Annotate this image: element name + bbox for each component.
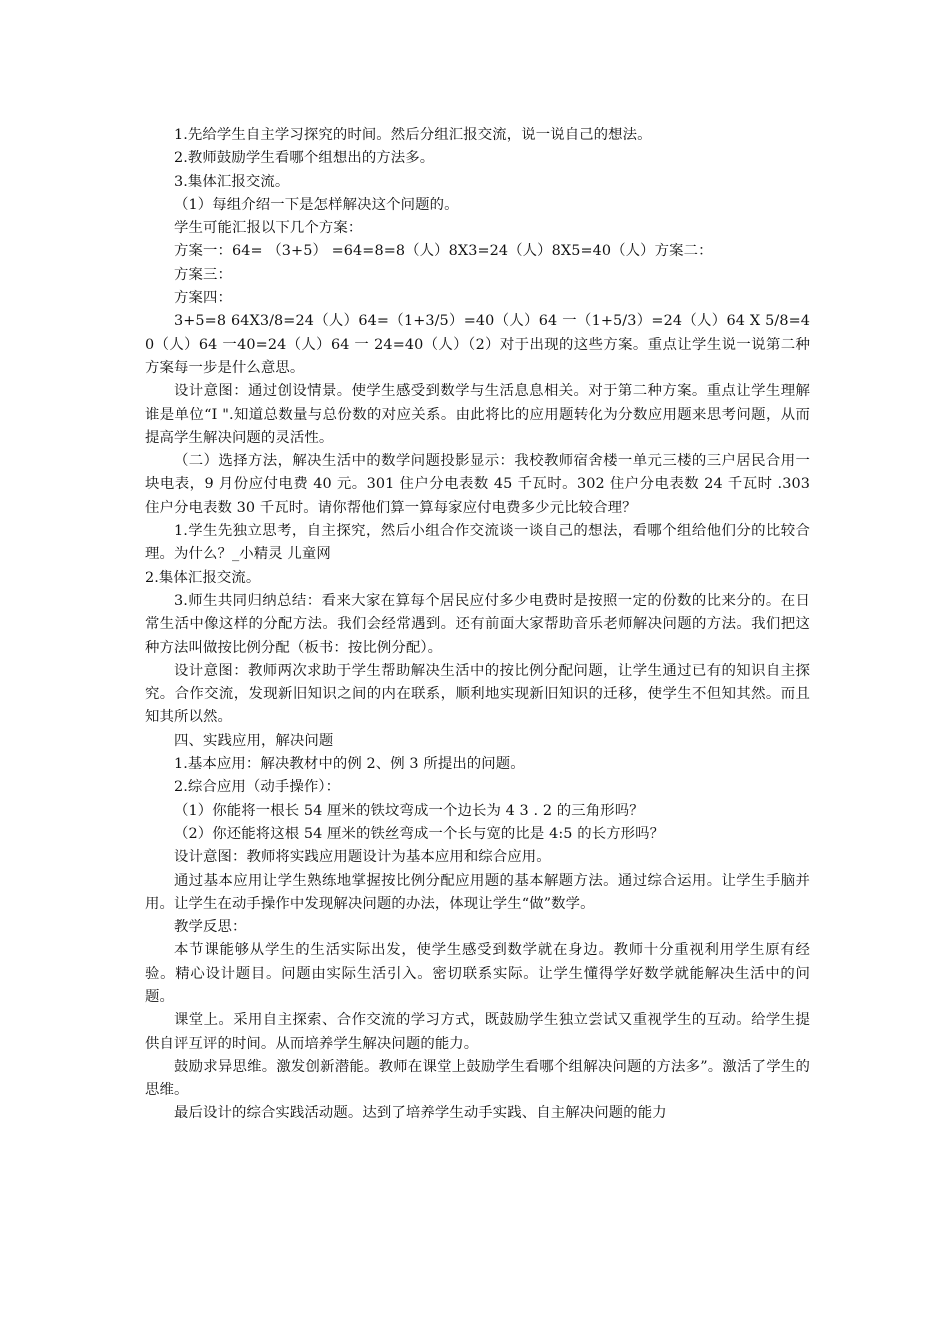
paragraph: 通过基本应用让学生熟练地掌握按比例分配应用题的基本解题方法。通过综合运用。让学生手脑并用。让学生在动手操作中发现解决问题的办法，体现让学生“做”数学。 xyxy=(145,872,810,912)
paragraph: 2.教师鼓励学生看哪个组想出的方法多。 xyxy=(174,150,435,167)
paragraph: 最后设计的综合实践活动题。达到了培养学生动手实践、自主解决问题的能力 xyxy=(174,1105,667,1122)
paragraph: 1.基本应用：解决教材中的例 2、例 3 所提出的问题。 xyxy=(174,756,525,773)
paragraph: 学生可能汇报以下几个方案： xyxy=(174,220,363,237)
paragraph: 3.师生共同归纳总结：看来大家在算每个居民应付多少电费时是按照一定的份数的比来分的。在日常生活中像这样的分配方法。我们会经常遇到。还有前面大家帮助音乐老师解决问题的方法。我们把这种方法叫做按比例分配（板书：按比例分配）。 xyxy=(145,592,810,656)
paragraph: 3+5=8 64X3/8=24（人）64=（1+3/5）=40（人）64 一（1+5/3）=24（人）64 X 5/8=40（人）64 一40=24（人）64 一 24=40（人）（2）对于出现的这些方案。重点让学生说一说第二种方案每一步是什么意思。 xyxy=(145,313,810,376)
document-body xyxy=(145,124,810,1126)
paragraph: 设计意图：教师将实践应用题设计为基本应用和综合应用。 xyxy=(174,849,551,866)
paragraph: 设计意图：通过创设情景。使学生感受到数学与生活息息相关。对于第二种方案。重点让学生理解谁是单位“I ".知道总数量与总份数的对应关系。由此将比的应用题转化为分数应用题来思考问题，从而提高学生解决问题的灵活性。 xyxy=(145,383,810,446)
paragraph: （二）选择方法，解决生活中的数学问题投影显示：我校教师宿舍楼一单元三楼的三户居民合用一块电表，9 月份应付电费 40 元。301 住户分电表数 45 千瓦时。302 住户分电表数 24 千瓦时 .303 住户分电表数 30 千瓦时。请你帮他们算一算每家应付电费多少元比较合理？ xyxy=(145,453,810,516)
paragraph: 1.学生先独立思考，自主探究，然后小组合作交流谈一谈自己的想法，看哪个组给他们分的比较合理。为什么？_小精灵 儿童网 xyxy=(145,523,810,563)
paragraph: （2）你还能将这根 54 厘米的铁丝弯成一个长与宽的比是 4:5 的长方形吗？ xyxy=(174,825,665,842)
paragraph: 课堂上。采用自主探索、合作交流的学习方式，既鼓励学生独立尝试又重视学生的互动。给学生提供自评互评的时间。从而培养学生解决问题的能力。 xyxy=(145,1012,810,1052)
section-heading: 教学反思： xyxy=(174,919,247,936)
paragraph: 方案三： xyxy=(174,266,232,283)
paragraph: （1）每组介绍一下是怎样解决这个问题的。 xyxy=(174,196,459,213)
paragraph: 方案四： xyxy=(174,290,232,307)
paragraph: 2.集体汇报交流。 xyxy=(145,569,261,586)
paragraph: 1.先给学生自主学习探究的时间。然后分组汇报交流，说一说自己的想法。 xyxy=(174,127,652,143)
paragraph: 3.集体汇报交流。 xyxy=(174,173,290,190)
paragraph: 方案一：64= （3+5） =64=8=8（人）8X3=24（人）8X5=40（人）方案二： xyxy=(174,243,713,260)
paragraph: 2.综合应用（动手操作）： xyxy=(174,779,341,796)
paragraph: 鼓励求异思维。激发创新潜能。教师在课堂上鼓励学生看哪个组解决问题的方法多”。激活了学生的思维。 xyxy=(145,1058,810,1099)
paragraph: 本节课能够从学生的生活实际出发，使学生感受到数学就在身边。教师十分重视利用学生原有经验。精心设计题目。问题由实际生活引入。密切联系实际。让学生懂得学好数学就能解决生活中的问题。 xyxy=(145,942,810,1005)
paragraph: 设计意图：教师两次求助于学生帮助解决生活中的按比例分配问题，让学生通过已有的知识自主探究。合作交流，发现新旧知识之间的内在联系，顺利地实现新旧知识的迁移，使学生不但知其然。而且知其所以然。 xyxy=(145,662,810,726)
section-heading: 四、实践应用，解决问题 xyxy=(174,732,334,749)
paragraph: （1）你能将一根长 54 厘米的铁坟弯成一个边长为 4 3 . 2 的三角形吗？ xyxy=(174,802,644,819)
